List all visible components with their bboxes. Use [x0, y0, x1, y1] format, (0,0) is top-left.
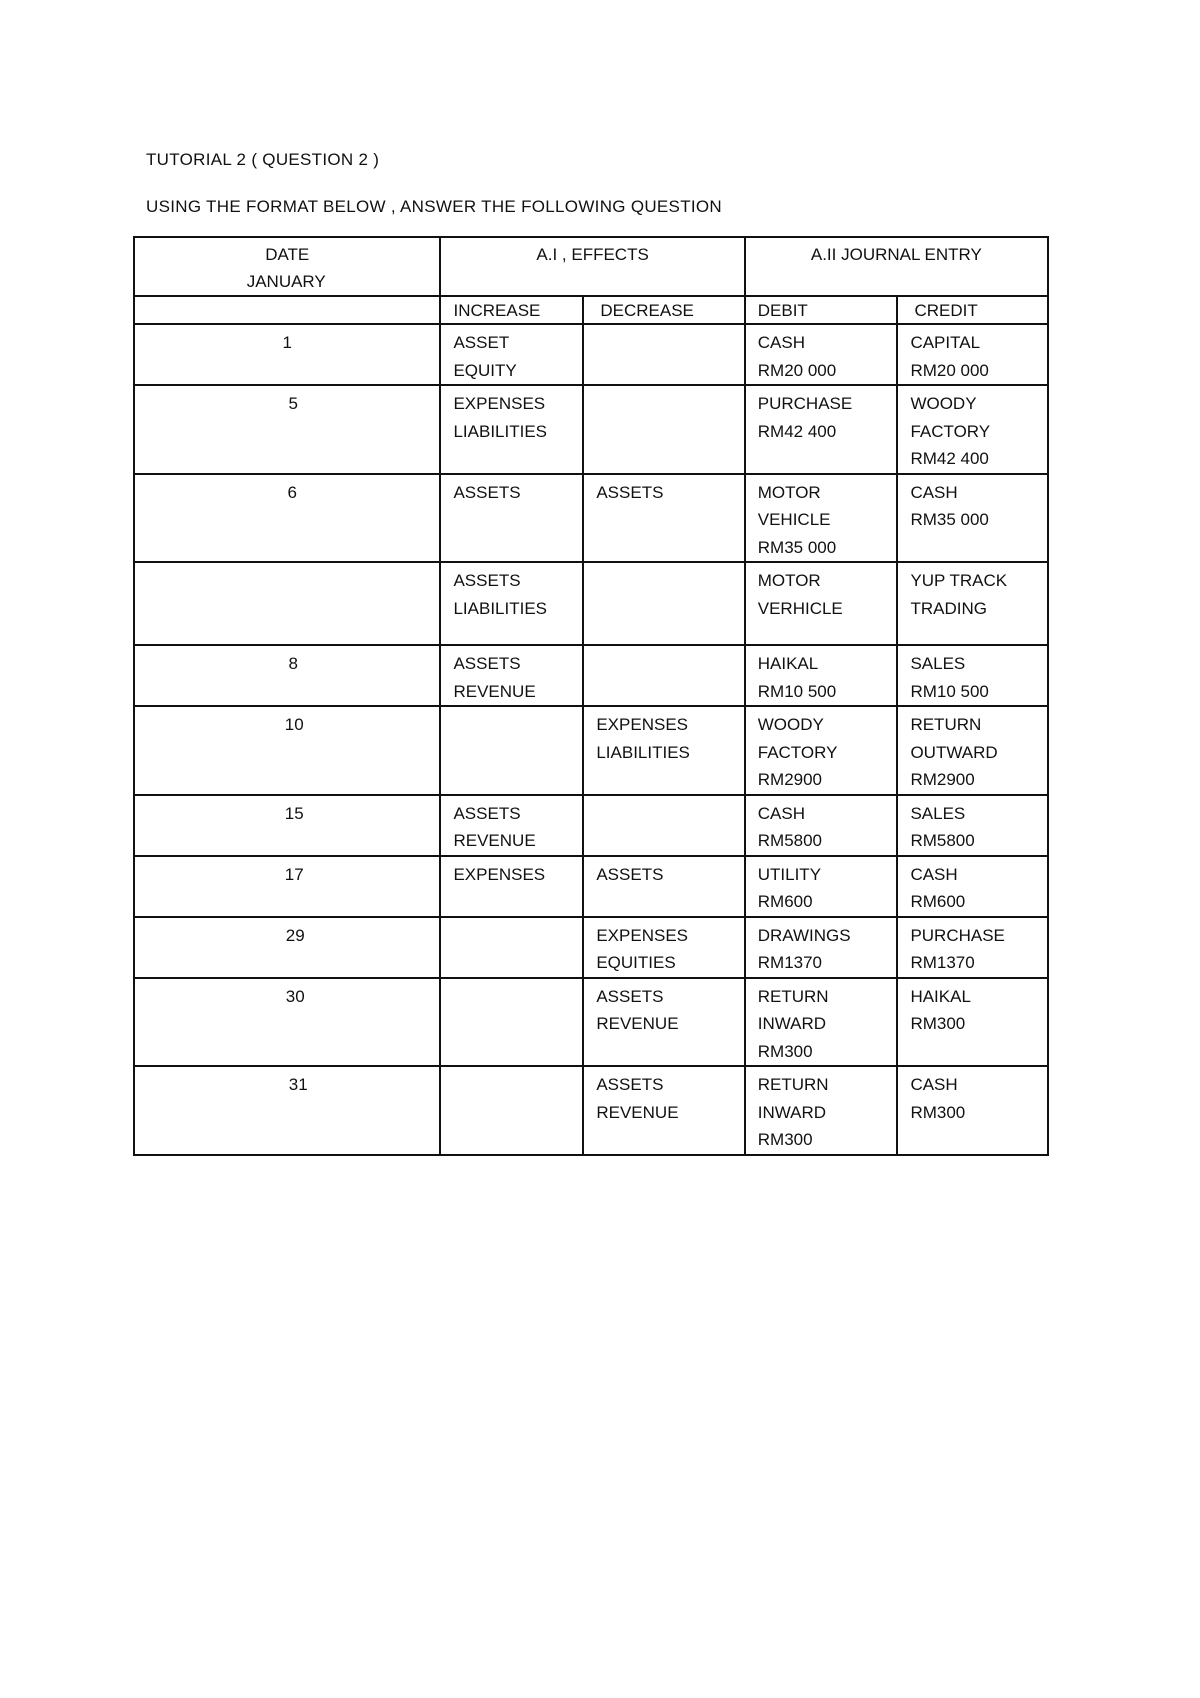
- date-cell: 8: [134, 645, 440, 706]
- table-row: [134, 917, 1048, 978]
- debit-line: UTILITY: [757, 864, 822, 884]
- date-subheader: [134, 296, 440, 324]
- credit-line: FACTORY: [910, 421, 991, 441]
- credit-cell: [897, 917, 1048, 978]
- decrease-cell: [583, 474, 744, 563]
- debit-cell: [745, 706, 898, 795]
- credit-cell: [897, 474, 1048, 563]
- decrease-cell: [583, 706, 744, 795]
- increase-line: REVENUE: [453, 681, 536, 701]
- increase-line: LIABILITIES: [453, 598, 548, 618]
- credit-cell: [897, 562, 1048, 645]
- decrease-cell: [583, 917, 744, 978]
- table-row: [134, 795, 1048, 856]
- credit-line: SALES: [910, 803, 966, 823]
- debit-line: VERHICLE: [757, 598, 843, 618]
- credit-line: WOODY: [910, 394, 977, 413]
- date-cell: 6: [134, 474, 440, 563]
- date-header: [134, 237, 440, 296]
- table-row: [134, 474, 1048, 563]
- decrease-cell: [583, 385, 744, 474]
- credit-line: YUP TRACK: [910, 571, 1008, 590]
- credit-line: SALES: [910, 654, 966, 673]
- credit-header: CREDIT: [897, 296, 1048, 324]
- table-row: [134, 978, 1048, 1067]
- date-cell: 17: [134, 856, 440, 917]
- table-row: [134, 324, 1048, 385]
- debit-cell: [745, 978, 898, 1067]
- credit-line: RM35 000: [910, 510, 989, 529]
- debit-cell: [745, 645, 898, 706]
- increase-line: LIABILITIES: [453, 421, 548, 441]
- credit-cell: [897, 645, 1048, 706]
- debit-line: INWARD: [757, 1014, 827, 1033]
- debit-line: RETURN: [757, 986, 829, 1006]
- credit-cell: [897, 706, 1048, 795]
- decrease-line: REVENUE: [596, 1102, 679, 1122]
- increase-cell: [440, 978, 583, 1067]
- increase-line: EXPENSES: [453, 394, 546, 413]
- credit-cell: [897, 856, 1048, 917]
- credit-line: RM2900: [910, 770, 975, 789]
- debit-line: DRAWINGS: [757, 925, 851, 945]
- debit-line: CASH: [757, 333, 805, 352]
- debit-line: RM2900: [757, 770, 823, 789]
- credit-cell: [897, 795, 1048, 856]
- debit-line: MOTOR: [757, 571, 821, 590]
- table-row: [134, 856, 1048, 917]
- debit-line: FACTORY: [757, 742, 838, 762]
- increase-cell: [440, 645, 583, 706]
- decrease-line: EXPENSES: [596, 715, 688, 734]
- credit-line: CASH: [910, 482, 958, 502]
- debit-line: RM10 500: [757, 681, 837, 701]
- credit-cell: [897, 385, 1048, 474]
- credit-line: HAIKAL: [910, 986, 971, 1006]
- increase-cell: [440, 1066, 583, 1155]
- debit-line: RM300: [757, 1130, 813, 1149]
- debit-cell: [745, 856, 898, 917]
- instruction-text: USING THE FORMAT BELOW , ANSWER THE FOLLOWING QUESTION: [146, 197, 723, 216]
- date-cell: 15: [134, 795, 440, 856]
- decrease-header: DECREASE: [583, 296, 744, 324]
- decrease-cell: [583, 324, 744, 385]
- increase-line: REVENUE: [453, 831, 536, 850]
- debit-line: CASH: [757, 803, 805, 823]
- journal-table: [133, 236, 1049, 1156]
- decrease-line: ASSETS: [596, 864, 664, 884]
- increase-cell: [440, 474, 583, 563]
- increase-cell: [440, 917, 583, 978]
- credit-line: CAPITAL: [910, 333, 981, 352]
- credit-line: OUTWARD: [910, 742, 998, 762]
- date-cell: 29: [134, 917, 440, 978]
- table-row: [134, 706, 1048, 795]
- credit-line: CASH: [910, 864, 958, 884]
- header-row-sub: [134, 296, 1048, 324]
- debit-line: WOODY: [757, 715, 824, 734]
- increase-header: INCREASE: [440, 296, 583, 324]
- date-cell: [134, 562, 440, 645]
- debit-line: HAIKAL: [757, 654, 819, 673]
- increase-line: ASSETS: [453, 571, 521, 590]
- increase-line: ASSET: [453, 333, 510, 352]
- debit-cell: [745, 795, 898, 856]
- table-row: [134, 645, 1048, 706]
- debit-line: VEHICLE: [757, 510, 831, 529]
- credit-line: RETURN: [910, 715, 982, 734]
- debit-line: RM35 000: [757, 537, 837, 557]
- table-row: [134, 1066, 1048, 1155]
- decrease-cell: [583, 856, 744, 917]
- debit-cell: [745, 324, 898, 385]
- credit-cell: [897, 978, 1048, 1067]
- debit-header: DEBIT: [745, 296, 898, 324]
- credit-cell: [897, 1066, 1048, 1155]
- credit-line: RM1370: [910, 953, 975, 972]
- effects-header: A.I , EFFECTS: [440, 237, 744, 296]
- increase-line: EXPENSES: [453, 864, 546, 884]
- date-header-line1: DATE: [265, 245, 310, 264]
- credit-line: RM300: [910, 1102, 966, 1122]
- credit-line: PURCHASE: [910, 925, 1005, 945]
- debit-line: RM5800: [757, 831, 823, 850]
- debit-line: RM1370: [757, 953, 823, 972]
- debit-line: RM20 000: [757, 360, 837, 380]
- date-cell: 30: [134, 978, 440, 1067]
- decrease-line: ASSETS: [596, 1075, 664, 1094]
- credit-line: RM300: [910, 1014, 966, 1033]
- increase-line: EQUITY: [453, 360, 517, 380]
- debit-line: MOTOR: [757, 482, 821, 502]
- journal-body: [134, 324, 1048, 1155]
- credit-line: TRADING: [910, 598, 987, 618]
- journal-header: A.II JOURNAL ENTRY: [745, 237, 1048, 296]
- increase-cell: [440, 385, 583, 474]
- page-title: TUTORIAL 2 ( QUESTION 2 ): [146, 150, 380, 169]
- credit-line: RM5800: [910, 831, 975, 850]
- decrease-cell: [583, 1066, 744, 1155]
- credit-line: RM600: [910, 892, 966, 911]
- increase-cell: [440, 856, 583, 917]
- credit-cell: [897, 324, 1048, 385]
- table-row: [134, 562, 1048, 645]
- decrease-cell: [583, 795, 744, 856]
- debit-cell: [745, 562, 898, 645]
- debit-line: RM300: [757, 1041, 813, 1061]
- header-row-main: [134, 237, 1048, 296]
- debit-line: RM42 400: [757, 421, 837, 441]
- decrease-line: REVENUE: [596, 1014, 679, 1033]
- decrease-line: ASSETS: [596, 986, 664, 1006]
- debit-line: INWARD: [757, 1102, 827, 1122]
- decrease-line: EQUITIES: [596, 953, 676, 972]
- increase-cell: [440, 324, 583, 385]
- credit-line: RM20 000: [910, 360, 989, 380]
- decrease-cell: [583, 562, 744, 645]
- increase-cell: [440, 706, 583, 795]
- increase-cell: [440, 795, 583, 856]
- debit-cell: [745, 917, 898, 978]
- debit-line: RM600: [757, 892, 813, 911]
- date-cell: 31: [134, 1066, 440, 1155]
- decrease-line: EXPENSES: [596, 925, 688, 945]
- debit-line: RETURN: [757, 1075, 829, 1094]
- decrease-cell: [583, 978, 744, 1067]
- debit-line: PURCHASE: [757, 394, 853, 413]
- credit-line: RM10 500: [910, 681, 989, 701]
- decrease-line: ASSETS: [596, 482, 664, 502]
- debit-cell: [745, 385, 898, 474]
- increase-line: ASSETS: [453, 482, 521, 502]
- credit-line: RM42 400: [910, 449, 989, 468]
- increase-cell: [440, 562, 583, 645]
- credit-line: CASH: [910, 1075, 958, 1094]
- date-cell: 10: [134, 706, 440, 795]
- table-row: [134, 385, 1048, 474]
- date-cell: 1: [134, 324, 440, 385]
- increase-line: ASSETS: [453, 803, 521, 823]
- date-header-line2: JANUARY: [246, 272, 326, 291]
- decrease-cell: [583, 645, 744, 706]
- decrease-line: LIABILITIES: [596, 742, 690, 762]
- increase-line: ASSETS: [453, 654, 521, 673]
- debit-cell: [745, 1066, 898, 1155]
- date-cell: 5: [134, 385, 440, 474]
- debit-cell: [745, 474, 898, 563]
